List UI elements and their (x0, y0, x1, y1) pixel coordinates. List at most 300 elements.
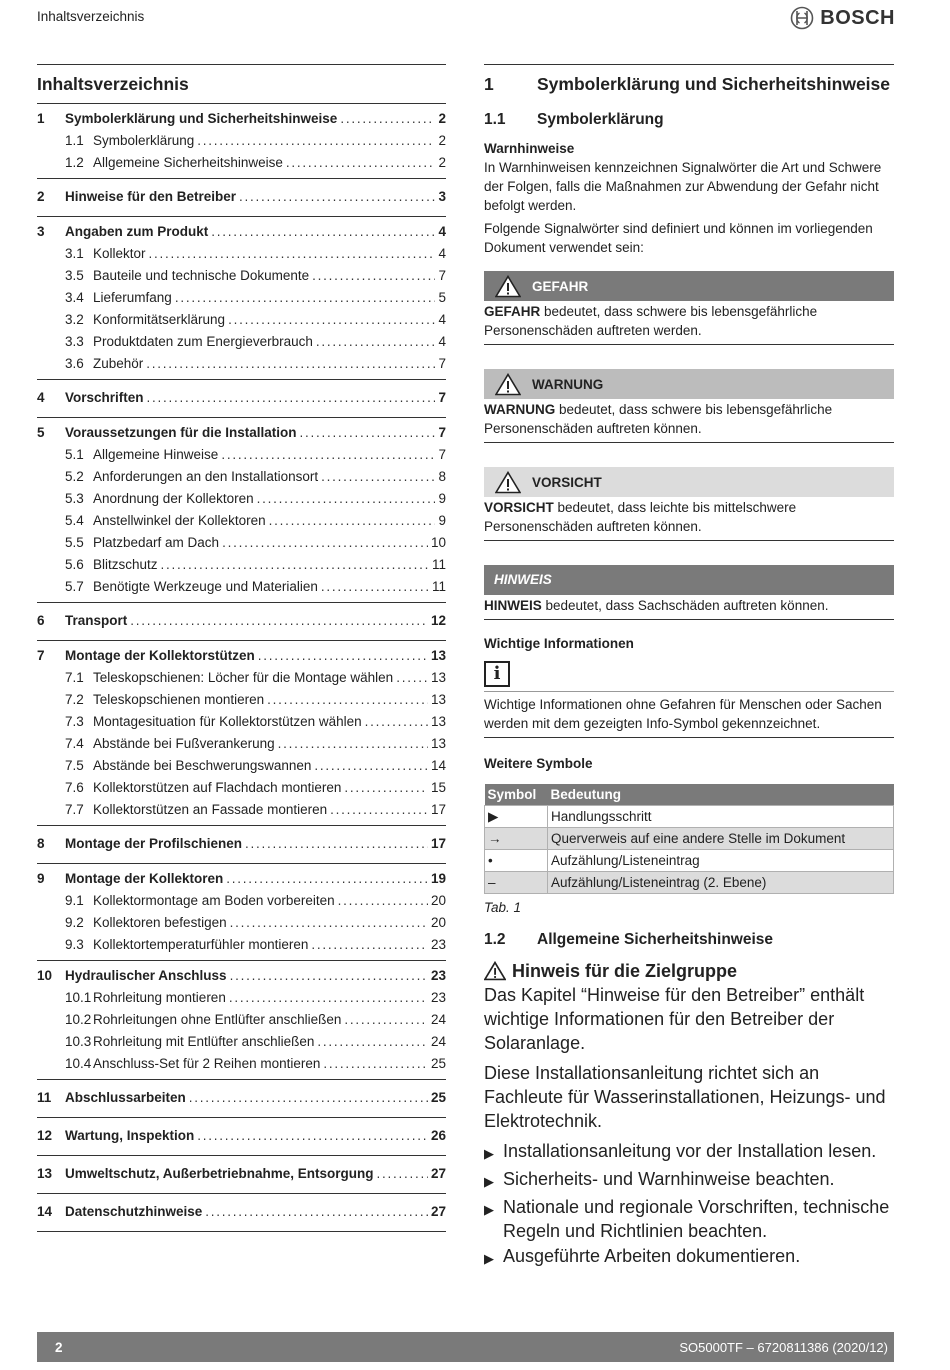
toc-label: Anstellwinkel der Kollektoren (93, 513, 266, 528)
toc-leader (257, 488, 436, 510)
toc-subsection-entry[interactable] (37, 265, 446, 287)
toc-section (37, 826, 446, 864)
toc-page: 17 (430, 802, 446, 817)
toc-section (37, 179, 446, 217)
toc-leader (365, 711, 428, 733)
warning-triangle-icon (484, 275, 532, 298)
toc-subsection-entry[interactable] (37, 934, 446, 956)
section-heading-1-1 (484, 103, 894, 137)
toc-page: 23 (430, 990, 446, 1005)
hinweis-text (484, 596, 894, 615)
step-text: Nationale und regionale Vorschriften, technische Regeln und Richtlinien beachten. (503, 1197, 890, 1241)
toc-subsection-entry[interactable] (37, 444, 446, 466)
toc-leader (311, 934, 428, 956)
warning-triangle-icon (484, 961, 506, 981)
section-heading-1-2 (484, 923, 894, 957)
toc-number: 10.2 (65, 1012, 92, 1027)
step-arrow-icon: ▶ (484, 1146, 494, 1161)
toc-number: 1.1 (65, 133, 84, 148)
toc-page: 4 (438, 246, 446, 261)
toc-leader (314, 755, 428, 777)
warnung-description: bedeutet, dass schwere bis lebensgefährliche Personenschäden auftreten können. (484, 402, 833, 436)
chapter-content (484, 64, 894, 1271)
action-step (484, 1195, 894, 1243)
toc-leader (321, 576, 429, 598)
toc-number: 5.2 (65, 469, 84, 484)
target-heading-text: Hinweis für die Zielgruppe (512, 961, 738, 981)
toc-section (37, 1194, 446, 1232)
hinweis-bar: HINWEIS (484, 565, 894, 595)
toc-chapter-entry[interactable] (37, 610, 446, 632)
toc-number: 2 (37, 189, 45, 204)
toc-page: 24 (430, 1012, 446, 1027)
warning-triangle-icon (484, 373, 532, 396)
warnung-text (484, 400, 894, 438)
toc-page: 23 (430, 937, 446, 952)
toc-page: 2 (438, 133, 446, 148)
toc-label: Umweltschutz, Außerbetriebnahme, Entsorgung (65, 1166, 374, 1181)
toc-page: 17 (430, 836, 446, 851)
toc-label: Hinweise für den Betreiber (65, 189, 237, 204)
toc-number: 10.3 (65, 1034, 92, 1049)
toc-subsection-entry[interactable] (37, 1031, 446, 1053)
action-step (484, 1139, 894, 1166)
toc-number: 5.7 (65, 579, 84, 594)
toc-section (37, 104, 446, 179)
toc-subsection-entry[interactable] (37, 890, 446, 912)
brand-name: BOSCH (820, 6, 895, 29)
toc-page: 25 (430, 1056, 446, 1071)
toc-number: 7.4 (65, 736, 84, 751)
toc-leader (149, 243, 436, 265)
toc-chapter-entry[interactable] (37, 387, 446, 409)
toc-leader (258, 645, 428, 667)
toc-number: 13 (37, 1166, 53, 1181)
toc-subsection-entry[interactable] (37, 755, 446, 777)
toc-leader (278, 733, 428, 755)
warnung-bar (484, 369, 894, 399)
info-heading: Wichtige Informationen (484, 636, 634, 651)
toc-leader (197, 1125, 428, 1147)
toc-leader (239, 186, 435, 208)
toc-section (37, 641, 446, 826)
step-text: Ausgeführte Arbeiten dokumentieren. (503, 1246, 801, 1266)
toc-leader (323, 1053, 428, 1075)
toc-leader (321, 466, 435, 488)
gefahr-label: GEFAHR (532, 278, 589, 294)
toc-subsection-entry[interactable] (37, 987, 446, 1009)
action-step (484, 1244, 894, 1271)
table-of-contents (37, 64, 446, 1232)
toc-page: 7 (438, 268, 446, 283)
info-text: Wichtige Informationen ohne Gefahren für Menschen oder Sachen werden mit dem gezeigten Info-Symbol gekennzeichnet. (484, 697, 882, 731)
table-caption: Tab. 1 (484, 900, 522, 915)
toc-chapter-entry[interactable] (37, 221, 446, 243)
table-row (485, 872, 894, 894)
step-text: Installationsanleitung vor der Installation lesen. (503, 1141, 877, 1161)
gefahr-text (484, 302, 894, 340)
toc-section (37, 864, 446, 961)
toc-number: 3.4 (65, 290, 84, 305)
toc-label: Rohrleitung mit Entlüfter anschließen (93, 1034, 315, 1049)
toc-label: Hydraulischer Anschluss (65, 968, 227, 983)
toc-page: 4 (438, 334, 446, 349)
toc-chapter-entry[interactable] (37, 833, 446, 855)
toc-page: 24 (430, 1034, 446, 1049)
toc-label: Anordnung der Kollektoren (93, 491, 254, 506)
toc-label: Abschlussarbeiten (65, 1090, 186, 1105)
toc-number: 5.1 (65, 447, 84, 462)
toc-label: Kollektorstützen an Fassade montieren (93, 802, 328, 817)
toc-subsection-entry[interactable] (37, 532, 446, 554)
step-arrow-icon: ▶ (484, 1174, 494, 1189)
toc-label: Montage der Kollektoren (65, 871, 224, 886)
toc-number: 6 (37, 613, 45, 628)
info-icon-row (484, 661, 894, 692)
toc-page: 9 (438, 491, 446, 506)
toc-label: Anschluss-Set für 2 Reihen montieren (93, 1056, 321, 1071)
toc-number: 7.5 (65, 758, 84, 773)
vorsicht-word: VORSICHT (484, 500, 554, 515)
toc-number: 3.3 (65, 334, 84, 349)
toc-label: Allgemeine Hinweise (93, 447, 219, 462)
toc-leader (396, 667, 428, 689)
toc-label: Rohrleitung montieren (93, 990, 226, 1005)
bosch-armature-icon (790, 6, 814, 30)
toc-leader (147, 387, 436, 409)
toc-subsection-entry[interactable] (37, 510, 446, 532)
toc-leader (269, 510, 436, 532)
toc-chapter-entry[interactable] (37, 868, 446, 890)
toc-subsection-entry[interactable] (37, 1009, 446, 1031)
chapter-heading (484, 64, 894, 103)
toc-page: 20 (430, 893, 446, 908)
warn-paragraph-1: In Warnhinweisen kennzeichnen Signalwörter die Art und Schwere der Folgen, falls die Maßnahmen zur Abwendung der Gefahr nicht befolgt werden. (484, 160, 882, 213)
toc-number: 9.2 (65, 915, 84, 930)
bosch-logo (790, 6, 895, 30)
toc-body (37, 104, 446, 1232)
toc-section (37, 603, 446, 641)
vorsicht-block (484, 467, 894, 541)
toc-subsection-entry[interactable] (37, 576, 446, 598)
toc-subsection-entry[interactable] (37, 331, 446, 353)
toc-subsection-entry[interactable] (37, 667, 446, 689)
toc-label: Abstände bei Beschwerungswannen (93, 758, 312, 773)
toc-leader (197, 130, 435, 152)
toc-subsection-entry[interactable] (37, 488, 446, 510)
toc-page: 13 (430, 670, 446, 685)
toc-number: 3.1 (65, 246, 84, 261)
toc-page: 13 (430, 648, 446, 663)
toc-chapter-entry[interactable] (37, 1201, 446, 1223)
toc-leader (230, 965, 428, 987)
toc-subsection-entry[interactable] (37, 466, 446, 488)
chapter-number: 1 (484, 74, 494, 94)
toc-number: 5.5 (65, 535, 84, 550)
toc-chapter-entry[interactable] (37, 645, 446, 667)
toc-label: Allgemeine Sicherheitshinweise (93, 155, 283, 170)
toc-page: 4 (438, 312, 446, 327)
toc-label: Angaben zum Produkt (65, 224, 209, 239)
table-row (485, 850, 894, 872)
table-header-meaning: Bedeutung (548, 784, 894, 806)
toc-page: 20 (430, 915, 446, 930)
warn-paragraph-2: Folgende Signalwörter sind definiert und können im vorliegenden Dokument verwendet sein: (484, 221, 873, 255)
toc-page: 2 (438, 111, 446, 126)
toc-subsection-entry[interactable] (37, 1053, 446, 1075)
page-footer (37, 1332, 894, 1362)
toc-page: 7 (438, 447, 446, 462)
toc-leader (300, 422, 436, 444)
toc-number: 1 (37, 111, 45, 126)
toc-leader (226, 868, 428, 890)
warning-triangle-icon (484, 471, 532, 494)
toc-label: Datenschutzhinweise (65, 1204, 203, 1219)
toc-label: Montage der Kollektorstützen (65, 648, 255, 663)
toc-page: 25 (430, 1090, 446, 1105)
toc-page: 11 (431, 579, 446, 594)
toc-title: Inhaltsverzeichnis (37, 64, 446, 104)
toc-number: 9.1 (65, 893, 84, 908)
toc-number: 4 (37, 390, 45, 405)
toc-subsection-entry[interactable] (37, 554, 446, 576)
toc-leader (175, 287, 436, 309)
step-arrow-icon: ▶ (484, 1251, 494, 1266)
target-paragraph-2: Diese Installationsanleitung richtet sich an Fachleute für Wasserinstallationen, Heizungs- und Elektrotechnik. (484, 1063, 886, 1131)
toc-label: Vorschriften (65, 390, 144, 405)
warn-heading: Warnhinweise (484, 141, 575, 156)
toc-number: 11 (37, 1090, 52, 1105)
toc-page: 13 (430, 692, 446, 707)
meaning-cell: Aufzählung/Listeneintrag (548, 850, 894, 872)
toc-section (37, 1118, 446, 1156)
toc-number: 7.2 (65, 692, 84, 707)
toc-label: Voraussetzungen für die Installation (65, 425, 297, 440)
toc-page: 7 (438, 356, 446, 371)
toc-chapter-entry[interactable] (37, 1163, 446, 1185)
toc-label: Zubehör (93, 356, 144, 371)
hinweis-word: HINWEIS (484, 598, 542, 613)
toc-page: 19 (430, 871, 446, 886)
toc-number: 7.3 (65, 714, 84, 729)
toc-leader (317, 1031, 428, 1053)
toc-label: Kollektoren befestigen (93, 915, 227, 930)
toc-section (37, 1080, 446, 1118)
table-row (485, 806, 894, 828)
toc-page: 3 (438, 189, 446, 204)
toc-number: 10.4 (65, 1056, 92, 1071)
toc-subsection-entry[interactable] (37, 711, 446, 733)
toc-number: 3 (37, 224, 45, 239)
toc-leader (312, 265, 435, 287)
toc-page: 23 (430, 968, 446, 983)
toc-label: Anforderungen an den Installationsort (93, 469, 319, 484)
toc-label: Benötigte Werkzeuge und Materialien (93, 579, 318, 594)
meaning-cell: Handlungsschritt (548, 806, 894, 828)
target-heading (484, 959, 894, 983)
toc-section (37, 1156, 446, 1194)
symbols-heading: Weitere Symbole (484, 756, 593, 771)
toc-label: Montage der Profilschienen (65, 836, 243, 851)
symbol-cell: ▶ (485, 806, 548, 828)
vorsicht-description: bedeutet, dass leichte bis mittelschwere Personenschäden auftreten können. (484, 500, 797, 534)
toc-page: 11 (431, 557, 446, 572)
toc-chapter-entry[interactable] (37, 108, 446, 130)
toc-leader (189, 1087, 428, 1109)
toc-subsection-entry[interactable] (37, 799, 446, 821)
toc-leader (229, 987, 428, 1009)
toc-number: 9.3 (65, 937, 84, 952)
toc-number: 10 (37, 968, 53, 983)
toc-leader (205, 1201, 428, 1223)
chapter-title: Symbolerklärung und Sicherheitshinweise (537, 74, 891, 94)
toc-leader (340, 108, 435, 130)
toc-label: Rohrleitungen ohne Entlüfter anschließen (93, 1012, 342, 1027)
symbols-table (484, 784, 894, 894)
toc-number: 5 (37, 425, 45, 440)
toc-number: 5.4 (65, 513, 84, 528)
toc-number: 3.2 (65, 312, 84, 327)
toc-page: 27 (430, 1166, 446, 1181)
toc-section (37, 380, 446, 418)
toc-number: 14 (37, 1204, 53, 1219)
gefahr-description: bedeutet, dass schwere bis lebensgefährliche Personenschäden auftreten werden. (484, 304, 818, 338)
toc-subsection-entry[interactable] (37, 912, 446, 934)
toc-page: 14 (430, 758, 446, 773)
toc-label: Lieferumfang (93, 290, 172, 305)
toc-page: 13 (430, 714, 446, 729)
toc-leader (377, 1163, 428, 1185)
section-title: Allgemeine Sicherheitshinweise (537, 931, 774, 948)
warnung-word: WARNUNG (484, 402, 556, 417)
toc-leader (267, 689, 428, 711)
toc-leader (221, 444, 435, 466)
toc-leader (316, 331, 436, 353)
document-id: SO5000TF – 6720811386 (2020/12) (679, 1339, 888, 1355)
info-block (484, 692, 894, 738)
toc-page: 27 (430, 1204, 446, 1219)
toc-page: 10 (430, 535, 446, 550)
toc-chapter-entry[interactable] (37, 965, 446, 987)
toc-page: 26 (430, 1128, 446, 1143)
toc-number: 9 (37, 871, 45, 886)
symbols-table-body (485, 806, 894, 894)
table-header-symbol: Symbol (485, 784, 548, 806)
toc-section (37, 418, 446, 603)
toc-label: Teleskopschienen: Löcher für die Montage wählen (93, 670, 394, 685)
toc-subsection-entry[interactable] (37, 689, 446, 711)
toc-section (37, 961, 446, 1080)
page-number: 2 (55, 1339, 63, 1355)
info-icon: i (484, 661, 510, 687)
toc-leader (222, 532, 428, 554)
toc-page: 7 (438, 425, 446, 440)
toc-label: Kollektortemperaturfühler montieren (93, 937, 309, 952)
toc-number: 10.1 (65, 990, 92, 1005)
toc-number: 1.2 (65, 155, 84, 170)
toc-chapter-entry[interactable] (37, 422, 446, 444)
table-row (485, 828, 894, 850)
toc-label: Wartung, Inspektion (65, 1128, 195, 1143)
toc-page: 13 (430, 736, 446, 751)
section-title: Symbolerklärung (537, 111, 664, 128)
toc-leader (330, 799, 428, 821)
toc-leader (130, 610, 428, 632)
vorsicht-label: VORSICHT (532, 474, 602, 490)
toc-leader (146, 353, 435, 375)
toc-label: Bauteile und technische Dokumente (93, 268, 310, 283)
toc-section (37, 217, 446, 380)
toc-leader (344, 1009, 428, 1031)
toc-leader (286, 152, 436, 174)
vorsicht-bar (484, 467, 894, 497)
step-text: Sicherheits- und Warnhinweise beachten. (503, 1169, 835, 1189)
target-paragraph-1: Das Kapitel “Hinweise für den Betreiber” enthält wichtige Informationen für den Betreiber der Solaranlage. (484, 985, 865, 1053)
toc-leader (228, 309, 435, 331)
toc-label: Konformitätserklärung (93, 312, 226, 327)
toc-subsection-entry[interactable] (37, 353, 446, 375)
toc-leader (344, 777, 428, 799)
toc-subsection-entry[interactable] (37, 309, 446, 331)
toc-label: Blitzschutz (93, 557, 158, 572)
toc-label: Platzbedarf am Dach (93, 535, 220, 550)
gefahr-word: GEFAHR (484, 304, 541, 319)
toc-page: 8 (438, 469, 446, 484)
toc-label: Kollektormontage am Boden vorbereiten (93, 893, 335, 908)
toc-chapter-entry[interactable] (37, 186, 446, 208)
toc-label: Teleskopschienen montieren (93, 692, 265, 707)
toc-subsection-entry[interactable] (37, 287, 446, 309)
toc-chapter-entry[interactable] (37, 1125, 446, 1147)
toc-subsection-entry[interactable] (37, 152, 446, 174)
warnung-block (484, 369, 894, 443)
toc-subsection-entry[interactable] (37, 243, 446, 265)
toc-label: Transport (65, 613, 128, 628)
toc-number: 12 (37, 1128, 53, 1143)
toc-page: 5 (438, 290, 446, 305)
toc-label: Produktdaten zum Energieverbrauch (93, 334, 313, 349)
toc-label: Abstände bei Fußverankerung (93, 736, 275, 751)
toc-label: Symbolerklärung (93, 133, 195, 148)
toc-subsection-entry[interactable] (37, 733, 446, 755)
toc-number: 7 (37, 648, 45, 663)
toc-chapter-entry[interactable] (37, 1087, 446, 1109)
gefahr-block (484, 271, 894, 345)
running-header: Inhaltsverzeichnis (37, 9, 145, 24)
toc-subsection-entry[interactable] (37, 777, 446, 799)
toc-number: 3.6 (65, 356, 84, 371)
meaning-cell: Querverweis auf eine andere Stelle im Dokument (548, 828, 894, 850)
hinweis-block (484, 565, 894, 620)
toc-label: Montagesituation für Kollektorstützen wählen (93, 714, 362, 729)
toc-subsection-entry[interactable] (37, 130, 446, 152)
toc-number: 7.7 (65, 802, 84, 817)
step-arrow-icon: ▶ (484, 1202, 494, 1217)
toc-number: 3.5 (65, 268, 84, 283)
symbol-cell: – (485, 872, 548, 894)
toc-label: Symbolerklärung und Sicherheitshinweise (65, 111, 338, 126)
hinweis-description: bedeutet, dass Sachschäden auftreten können. (541, 598, 829, 613)
gefahr-bar (484, 271, 894, 301)
toc-leader (245, 833, 428, 855)
warnung-label: WARNUNG (532, 376, 604, 392)
toc-leader (230, 912, 428, 934)
toc-page: 7 (438, 390, 446, 405)
toc-page: 2 (438, 155, 446, 170)
toc-number: 8 (37, 836, 45, 851)
toc-page: 15 (430, 780, 446, 795)
toc-page: 9 (438, 513, 446, 528)
